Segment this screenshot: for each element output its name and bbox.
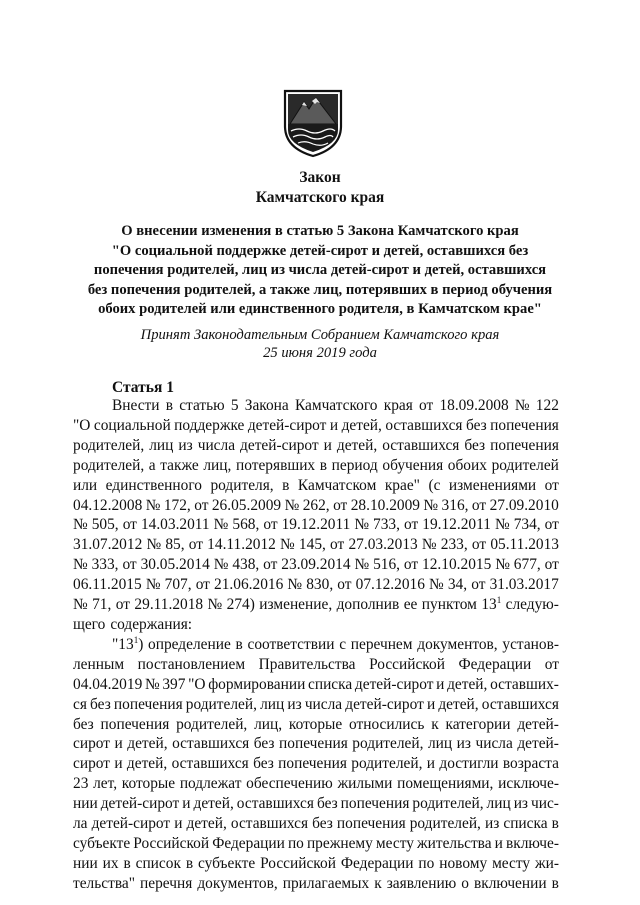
body-word: Российской: [369, 655, 445, 673]
subject-line: без попечения родителей, а также лиц, потерявших в период обучения: [87, 281, 553, 298]
body-word: от: [333, 496, 348, 514]
body-word: достигли: [439, 755, 499, 773]
body-word: 19.12.2011: [422, 516, 491, 534]
body-word: детей-сирот: [91, 815, 171, 833]
body-word: детей,: [193, 795, 234, 813]
body-word: 397: [162, 675, 186, 693]
body-word: изменениями: [448, 476, 537, 494]
body-line: [73, 814, 559, 834]
law-title: Закон: [299, 169, 341, 186]
body-line: [73, 854, 559, 874]
body-word: оставшихся: [385, 416, 463, 434]
body-line: [73, 635, 559, 655]
body-word: жи-: [534, 854, 559, 872]
body-word: от: [403, 556, 419, 574]
body-word: №: [423, 496, 439, 514]
body-word: детей-сирот: [100, 795, 180, 813]
body-line: [73, 436, 559, 456]
body-word: детей,: [447, 675, 488, 693]
body-word: 568,: [232, 516, 260, 534]
body-word: родителей,: [412, 795, 484, 813]
body-word: 21.06.2016: [214, 576, 284, 594]
body-word: числа: [304, 695, 343, 713]
body-word: формировании: [208, 675, 306, 693]
body-word: №: [145, 496, 161, 514]
body-word: месту: [492, 854, 531, 872]
body-word: и: [329, 416, 339, 434]
body-word: лиц: [427, 735, 453, 753]
body-word: лиц,: [203, 456, 232, 474]
adoption-date: 25 июня 2019 года: [263, 345, 377, 361]
body-word: без: [253, 755, 274, 773]
body-word: 28.10.2009: [350, 496, 420, 514]
body-word: крае": [384, 476, 420, 494]
body-word: Камчатском: [297, 476, 377, 494]
body-word: исключе-: [498, 775, 559, 793]
body-word: списка: [308, 675, 353, 693]
body-line: [73, 396, 559, 416]
body-word: о: [461, 874, 469, 892]
body-word: оставших-: [490, 675, 559, 693]
body-word: попечения: [336, 815, 406, 833]
body-word: в: [165, 397, 173, 414]
body-word: поддержке: [174, 416, 245, 434]
body-word: чис-: [531, 795, 559, 813]
body-word: №: [73, 516, 88, 534]
body-word: ла: [73, 815, 88, 833]
body-word: перечня: [140, 874, 193, 892]
body-word: от: [471, 576, 486, 594]
body-word: 274): [226, 596, 255, 614]
body-word: детей-сирот: [247, 416, 327, 434]
body-word: и: [114, 735, 123, 753]
body-line: [73, 675, 559, 695]
body-word: №: [280, 536, 295, 554]
body-line: [73, 456, 559, 476]
body-word: изменение,: [259, 596, 333, 614]
body-word: тельства": [73, 874, 135, 892]
body-word: от: [404, 516, 419, 534]
body-word: 734,: [513, 516, 541, 534]
body-word: №: [514, 397, 530, 414]
body-word: родителей,: [176, 715, 248, 733]
body-word: №: [213, 516, 229, 534]
body-word: 677,: [513, 556, 541, 574]
body-word: единственного: [105, 476, 202, 494]
body-word: (с: [428, 476, 441, 494]
body-word: из: [178, 436, 193, 454]
body-word: Правительства: [258, 655, 356, 673]
body-line: [73, 754, 559, 774]
body-word: 14.03.2011: [140, 516, 210, 534]
body-word: которые: [288, 715, 343, 733]
body-word: родителей,: [73, 436, 145, 454]
body-word: родителей,: [409, 815, 481, 833]
body-word: в: [282, 476, 290, 494]
body-word: заявлению: [386, 874, 457, 892]
body-word: "О: [73, 416, 91, 434]
body-word: с: [339, 635, 347, 653]
body-word: 31.03.2017: [489, 576, 559, 594]
body-word: без: [316, 795, 338, 813]
body-word: №: [429, 576, 444, 594]
body-word: и: [436, 675, 445, 693]
body-word: №: [73, 556, 88, 574]
body-word: оставшихся: [171, 755, 249, 773]
body-word: и: [494, 834, 503, 852]
body-word: от: [544, 655, 559, 673]
body-line: [73, 416, 559, 436]
body-word: от: [544, 556, 559, 574]
body-word: от: [471, 496, 487, 514]
body-word: содержания:: [110, 615, 193, 633]
body-word: родителей,: [352, 735, 424, 753]
body-word: Внести: [112, 397, 160, 414]
body-word: субъекте: [197, 854, 256, 872]
body-word: от: [115, 596, 130, 614]
body-word: без: [90, 695, 111, 713]
body-word: Федерации: [458, 655, 532, 673]
body-word: Российской: [260, 854, 336, 872]
body-word: от: [263, 556, 278, 574]
body-word: и: [114, 755, 123, 773]
subject-line: попечения родителей, лиц из числа детей-сирот и детей, оставшихся: [93, 262, 547, 279]
body-word: документов,: [417, 635, 498, 653]
body-word: "О: [188, 675, 206, 693]
body-word: включе-: [505, 834, 559, 852]
body-word: сирот: [73, 735, 110, 753]
body-line: [73, 555, 559, 575]
body-word: и: [323, 436, 332, 454]
body-word: от: [544, 516, 559, 534]
body-word: относились: [349, 715, 425, 733]
body-word: ее: [403, 596, 418, 614]
body-word: в: [235, 635, 243, 653]
body-word: 04.12.2008: [73, 496, 143, 514]
body-word: попечения: [490, 416, 559, 434]
body-word: 233,: [440, 536, 468, 554]
body-word: Камчатского: [294, 397, 378, 414]
body-word: а: [148, 456, 156, 474]
body-word: от: [194, 496, 209, 514]
body-word: №: [145, 576, 161, 594]
body-word: 5: [230, 397, 239, 414]
body-word: нии: [73, 795, 98, 813]
body-word: документов,: [197, 874, 278, 892]
body-word: №: [495, 556, 510, 574]
body-word: новому: [439, 854, 488, 872]
body-word: родителей,: [351, 755, 423, 773]
body-word: без: [73, 715, 94, 733]
body-word: от: [195, 576, 210, 594]
body-word: 122: [535, 397, 559, 414]
body-word: соответствии: [247, 635, 335, 653]
body-word: включении: [473, 874, 547, 892]
coat-of-arms-emblem: [282, 86, 344, 158]
body-word: детей-: [517, 715, 559, 733]
body-word: следую-: [505, 596, 559, 614]
body-word: лет,: [93, 775, 118, 793]
body-word: 262,: [302, 496, 330, 514]
body-word: оставшихся: [481, 695, 559, 713]
body-word: №: [284, 496, 300, 514]
body-word: попечения: [490, 436, 559, 454]
body-word: детей,: [336, 436, 378, 454]
body-word: 29.11.2018: [134, 596, 204, 614]
body-line: [73, 476, 559, 496]
body-word: числа: [197, 436, 236, 454]
body-word: 23: [73, 775, 89, 793]
body-word: ленным: [73, 655, 125, 673]
body-word: попечения: [113, 695, 183, 713]
body-word: перечнем: [350, 635, 413, 653]
body-word: лиц: [486, 795, 511, 813]
body-word: от: [419, 397, 434, 414]
body-word: от: [330, 536, 345, 554]
body-word: 71,: [92, 596, 112, 614]
body-word: 830,: [306, 576, 334, 594]
body-word: жилыми: [337, 775, 393, 793]
body-word: детей-: [517, 735, 559, 753]
body-word: №: [213, 556, 229, 574]
body-word: нии: [73, 854, 98, 872]
body-line: [73, 794, 559, 814]
body-word: их: [102, 854, 119, 872]
body-word: попечения: [340, 795, 410, 813]
body-word: №: [207, 596, 223, 614]
body-word: родителей: [491, 456, 559, 474]
body-word: 516,: [373, 556, 400, 574]
body-word: обоих: [447, 456, 487, 474]
body-word: детей,: [127, 735, 168, 753]
body-word: от: [188, 536, 203, 554]
body-word: ся: [73, 695, 87, 713]
body-word: Закона: [244, 397, 289, 414]
body-word: лиц: [260, 695, 285, 713]
body-word: жительства: [416, 834, 492, 852]
body-word: из: [456, 735, 471, 753]
body-word: от: [122, 556, 137, 574]
subject-line: "О социальной поддержке детей-сирот и детей, оставшихся без: [111, 242, 529, 259]
body-word: 34,: [447, 576, 468, 594]
body-line: [73, 615, 559, 635]
body-word: 12.10.2015: [422, 556, 492, 574]
body-line: [73, 715, 559, 735]
body-word: от: [544, 476, 559, 494]
body-word: 172,: [163, 496, 191, 514]
body-word: 707,: [164, 576, 192, 594]
body-word: в: [185, 854, 194, 872]
body-word: 733,: [373, 516, 400, 534]
body-word: постановлением: [137, 655, 246, 673]
body-word: прилагаемых: [282, 874, 370, 892]
body-word: 505,: [91, 516, 119, 534]
body-word: также: [160, 456, 199, 474]
body-word: Федерации: [340, 854, 414, 872]
body-word: №: [421, 536, 437, 554]
subject-line: О внесении изменения в статью 5 Закона Камчатского края: [121, 223, 519, 239]
body-word: 30.05.2014: [140, 556, 210, 574]
body-word: $13^1$: [481, 594, 502, 614]
body-word: родителей,: [73, 456, 145, 474]
body-word: Российской: [133, 834, 210, 852]
body-word: 27.03.2013: [348, 536, 418, 554]
body-word: социальной: [93, 416, 171, 434]
body-word: без: [312, 815, 333, 833]
body-word: без: [465, 416, 487, 434]
body-word: и: [426, 755, 436, 773]
body-word: пунктом: [421, 596, 477, 614]
body-word: категории: [445, 715, 511, 733]
body-word: 18.09.2008: [439, 397, 509, 414]
body-word: попечения: [278, 755, 347, 773]
body-word: №: [287, 576, 303, 594]
body-word: от: [337, 576, 352, 594]
body-word: 85,: [165, 536, 185, 554]
body-word: "$13^1$): [112, 634, 144, 653]
body-word: 27.09.2010: [489, 496, 559, 514]
article-heading: Статья 1: [112, 379, 174, 396]
body-word: 26.05.2009: [211, 496, 282, 514]
subject-line: обоих родителей или единственного родителя, в Камчатском крае": [98, 301, 542, 318]
body-word: детей,: [126, 755, 168, 773]
adoption-body: Принят Законодательным Собранием Камчатского края: [140, 327, 500, 343]
body-word: дополнив: [336, 596, 400, 614]
body-word: возраста: [502, 755, 559, 773]
body-line: [73, 515, 559, 535]
body-word: 04.04.2019: [73, 675, 143, 693]
body-word: помещениями,: [397, 775, 494, 793]
body-word: детей,: [186, 815, 227, 833]
body-word: 316,: [441, 496, 469, 514]
body-word: в: [551, 874, 559, 892]
law-subject: [60, 222, 580, 320]
body-word: без: [464, 436, 486, 454]
body-word: родителя,: [210, 476, 274, 494]
body-word: от: [263, 516, 278, 534]
body-word: №: [73, 596, 88, 614]
body-word: детей-сирот: [354, 675, 434, 693]
body-word: обучения: [382, 456, 444, 474]
body-word: в: [123, 854, 131, 872]
body-word: из: [484, 815, 500, 833]
law-region: Камчатского края: [255, 189, 385, 206]
body-word: 06.11.2015: [73, 576, 142, 594]
body-word: обеспечению: [246, 775, 333, 793]
body-word: оставшихся: [236, 795, 314, 813]
body-line: [73, 496, 559, 516]
body-word: или: [73, 476, 98, 494]
body-word: определение: [148, 635, 231, 653]
body-word: в: [551, 815, 559, 833]
body-word: родителей,: [185, 695, 257, 713]
body-word: 333,: [91, 556, 119, 574]
body-word: списка: [503, 815, 548, 833]
body-word: 145,: [298, 536, 326, 554]
body-word: №: [494, 516, 510, 534]
body-word: щего: [73, 615, 106, 633]
body-word: 14.11.2012: [207, 536, 276, 554]
body-word: 438,: [232, 556, 260, 574]
body-word: из: [287, 695, 302, 713]
body-word: оставшихся: [230, 815, 309, 833]
body-word: детей,: [438, 695, 479, 713]
body-word: края: [383, 397, 413, 414]
body-word: статью: [179, 397, 225, 414]
body-word: список: [135, 854, 181, 872]
body-word: установ-: [502, 635, 559, 653]
body-word: 23.09.2014: [281, 556, 351, 574]
body-word: к: [431, 715, 439, 733]
body-line: [73, 834, 559, 854]
body-word: 05.11.2013: [490, 536, 559, 554]
body-word: без: [253, 735, 275, 753]
body-word: детей-сирот: [345, 695, 424, 713]
body-word: и: [174, 815, 183, 833]
body-word: от: [471, 536, 487, 554]
body-word: по: [287, 834, 304, 852]
body-word: 31.07.2012: [73, 536, 143, 554]
body-word: детей-сирот: [240, 436, 319, 454]
body-word: числа: [475, 735, 513, 753]
body-line: [73, 734, 559, 754]
adoption-note: [60, 326, 580, 362]
body-word: в: [319, 456, 328, 474]
body-word: попечения: [279, 735, 348, 753]
body-line: [73, 535, 559, 555]
body-word: Федерации: [212, 834, 285, 852]
body-word: месту: [375, 834, 414, 852]
body-line: [73, 655, 559, 675]
body-line: [73, 774, 559, 794]
body-word: от: [122, 516, 137, 534]
body-word: №: [146, 536, 162, 554]
body-word: лиц,: [254, 715, 283, 733]
body-word: оставшихся: [382, 436, 460, 454]
body-word: лиц: [149, 436, 174, 454]
body-word: потерявших: [236, 456, 316, 474]
body-word: 07.12.2016: [355, 576, 425, 594]
body-line: [73, 575, 559, 595]
body-word: по: [418, 854, 435, 872]
article-body: [73, 396, 559, 894]
body-word: к: [374, 874, 382, 892]
body-line: [73, 695, 559, 715]
body-word: детей,: [341, 416, 382, 434]
body-word: из: [513, 795, 529, 813]
body-word: попечения: [100, 715, 170, 733]
body-word: сирот: [73, 755, 110, 773]
body-word: и: [182, 795, 191, 813]
body-word: №: [144, 675, 160, 693]
body-word: которые: [121, 775, 176, 793]
body-word: период: [331, 456, 378, 474]
body-word: прежнему: [306, 834, 373, 852]
body-word: №: [354, 516, 369, 534]
body-word: №: [354, 556, 370, 574]
body-word: и: [426, 695, 436, 713]
body-word: субъекте: [73, 834, 131, 852]
body-word: оставшихся: [172, 735, 250, 753]
body-line: [73, 595, 559, 615]
body-word: 19.12.2011: [281, 516, 351, 534]
body-word: подлежат: [179, 775, 242, 793]
body-line: [73, 874, 559, 894]
